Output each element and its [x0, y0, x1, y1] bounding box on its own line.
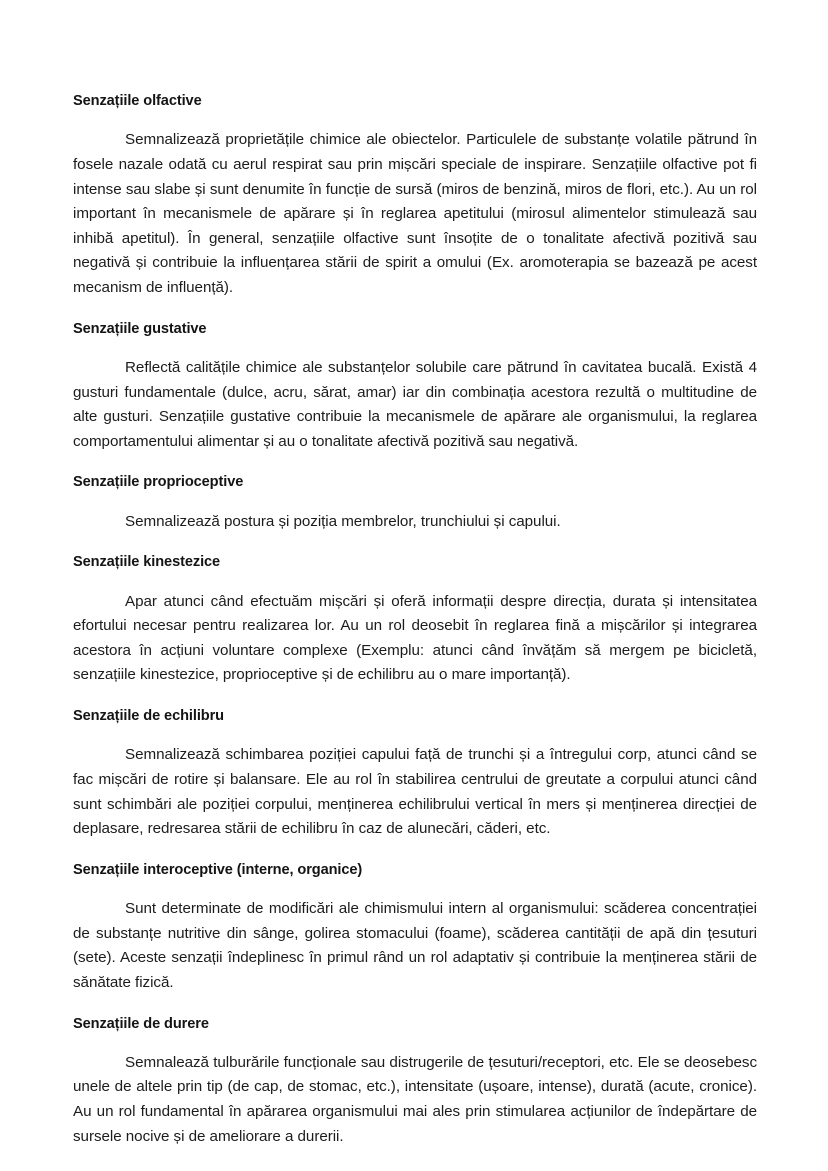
section-gustative [73, 320, 757, 455]
section-proprioceptive [73, 473, 757, 534]
section-paragraph-interoceptive: Sunt determinate de modificări ale chimismului intern al organismului: scăderea concentrației de substanțe nutritive din sânge, golirea stomacului (foame), scăderea cantității de apă din țesuturi (sete). Aceste senzații îndeplinesc în primul rând un rol adaptativ și contribuie la menținerea stării de sănătate fizică. [73, 900, 757, 991]
section-paragraph-gustative: Reflectă calitățile chimice ale substanțelor solubile care pătrund în cavitatea bucală. Există 4 gusturi fundamentale (dulce, acru, sărat, amar) iar din combinația acestora rezultă o multitudine de alte gusturi. Senzațiile gustative contribuie la mecanismele de apărare ale organismului, la reglarea comportamentului alimentar și au o tonalitate afectivă pozitivă sau negativă. [73, 358, 757, 450]
section-heading-durere: Senzațiile de durere [73, 1015, 209, 1032]
section-heading-interoceptive: Senzațiile interoceptive (interne, organice) [73, 861, 363, 878]
section-kinestezice [73, 553, 757, 688]
section-heading-proprioceptive: Senzațiile proprioceptive [73, 474, 244, 491]
section-paragraph-proprioceptive: Semnalizează postura și poziția membrelor, trunchiului și capului. [125, 512, 561, 530]
section-heading-gustative: Senzațiile gustative [73, 320, 207, 337]
section-interoceptive [73, 861, 757, 996]
section-paragraph-kinestezice: Apar atunci când efectuăm mișcări și oferă informații despre direcția, durata și intensitatea efortului necesar pentru realizarea lor. Au un rol deosebit în reglarea fină a mișcărilor și integrarea acestora în acțiuni voluntare complexe (Exemplu: atunci când învățăm să mergem pe bicicletă, senzațiile kinestezice, proprioceptive și de echilibru au o mare importanță). [73, 592, 757, 684]
section-heading-kinestezice: Senzațiile kinestezice [73, 554, 221, 571]
section-heading-echilibru: Senzațiile de echilibru [73, 708, 224, 724]
document-body [73, 92, 757, 1149]
section-heading-olfactive: Senzațiile olfactive [73, 93, 202, 109]
section-echilibru [73, 707, 757, 842]
section-paragraph-olfactive: Semnalizează proprietățile chimice ale obiectelor. Particulele de substanțe volatile pătrund în fosele nazale odată cu aerul respirat sau prin mișcări speciale de inspirare. Senzațiile olfactive pot fi intense sau slabe și sunt denumite în funcție de sursă (miros de benzină, miros de flori, etc.). Au un rol important în mecanismele de apărare și în reglarea apetitului (mirosul alimentelor stimulează sau inhibă apetitul). În general, senzațiile olfactive sunt însoțite de o tonalitate afectivă pozitivă sau negativă și contribuie la influențarea stării de spirit a omului (Ex. aromoterapia se bazează pe acest mecanism de influență). [73, 131, 757, 296]
section-olfactive [73, 92, 757, 301]
section-durere [73, 1015, 757, 1150]
section-paragraph-durere: Semnalează tulburările funcționale sau distrugerile de țesuturi/receptori, etc. Ele se deosebesc unele de altele prin tip (de cap, de stomac, etc.), intensitate (ușoare, intense), durată (acute, cronice). Au un rol fundamental în apărarea organismului mai ales prin stimularea acțiunilor de îndepărtare de sursele nocive și de ameliorare a durerii. [73, 1053, 757, 1145]
section-paragraph-echilibru: Semnalizează schimbarea poziției capului față de trunchi și a întregului corp, atunci când se fac mișcări de rotire și balansare. Ele au rol în stabilirea centrului de greutate a corpului atunci când sunt schimbări ale poziției corpului, menținerea echilibrului vertical în mers și menținerea direcției de deplasare, redresarea stării de echilibru în caz de alunecări, căderi, etc. [73, 746, 757, 838]
